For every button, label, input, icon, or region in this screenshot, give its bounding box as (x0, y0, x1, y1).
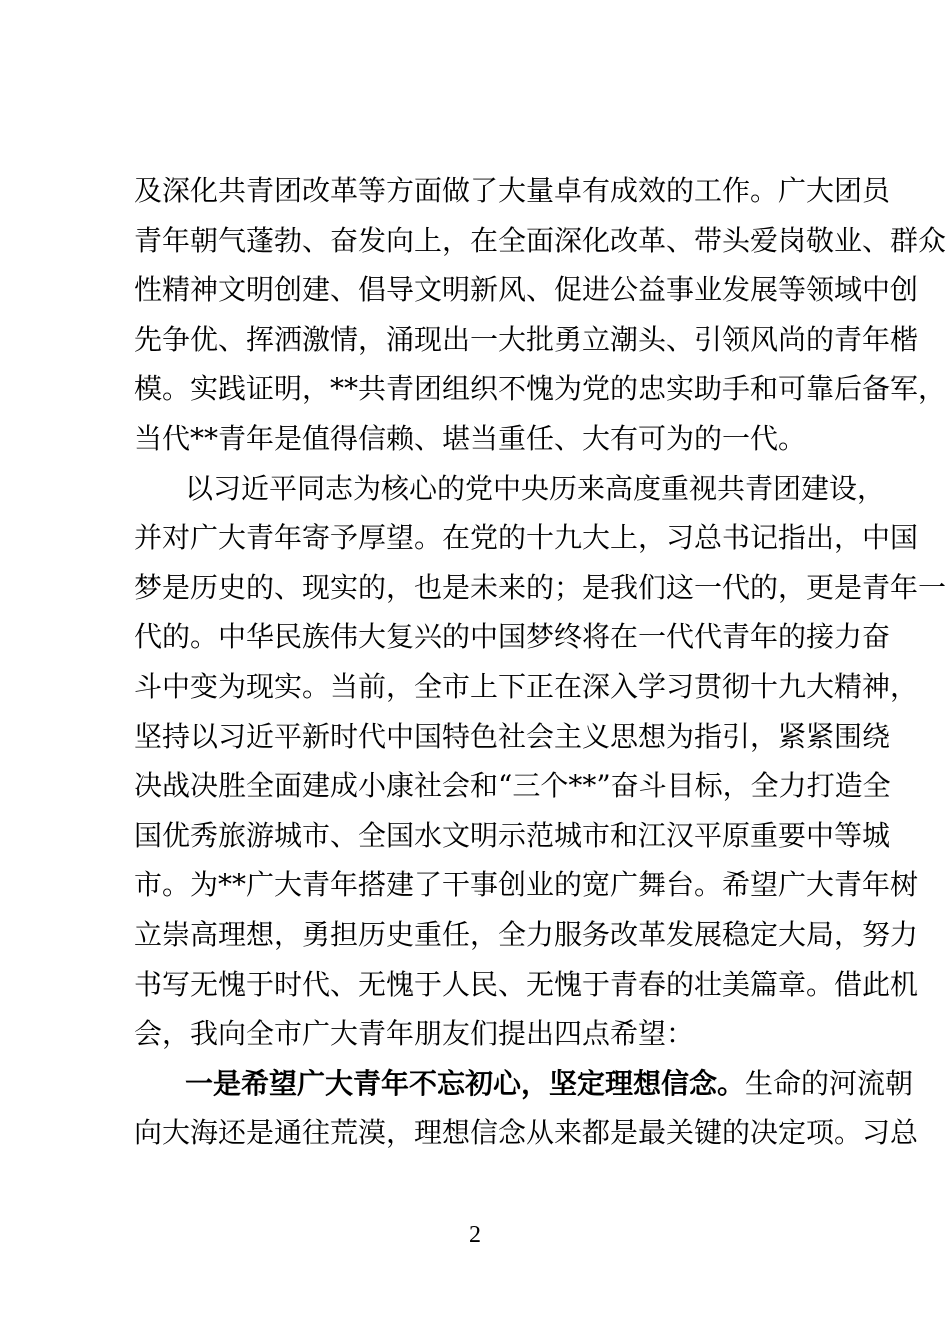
bold-heading: 一是希望广大青年不忘初心，坚定理想信念。 (185, 1066, 746, 1100)
body-text (134, 166, 947, 1158)
paragraph-first-line (134, 1059, 914, 1109)
text-line: 代的。中华民族伟大复兴的中国梦终将在一代代青年的接力奋 (134, 620, 891, 654)
text-line: 市。为**广大青年搭建了干事创业的宽广舞台。希望广大青年树 (134, 868, 919, 902)
page-number: 2 (469, 1222, 481, 1248)
text-line: 性精神文明创建、倡导文明新风、促进公益事业发展等领域中创 (134, 273, 919, 307)
text-line: 当代**青年是值得信赖、堪当重任、大有可为的一代。 (134, 421, 807, 455)
text-line: 青年朝气蓬勃、奋发向上，在全面深化改革、带头爱岗敬业、群众 (134, 223, 947, 257)
text-line: 决战决胜全面建成小康社会和“三个**”奋斗目标，全力打造全 (134, 769, 891, 803)
text-line: 会，我向全市广大青年朋友们提出四点希望： (134, 1017, 695, 1051)
text-line: 及深化共青团改革等方面做了大量卓有成效的工作。广大团员 (134, 174, 891, 207)
text-line: 国优秀旅游城市、全国水文明示范城市和江汉平原重要中等城 (134, 818, 891, 852)
text-line: 向大海还是通往荒漠，理想信念从来都是最关键的决定项。习总 (134, 1116, 919, 1150)
text-line: 并对广大青年寄予厚望。在党的十九大上，习总书记指出，中国 (134, 521, 919, 555)
text-line: 书写无愧于时代、无愧于人民、无愧于青春的壮美篇章。借此机 (134, 967, 919, 1001)
paragraph-first-line: 以习近平同志为核心的党中央历来高度重视共青团建设， (185, 471, 886, 505)
text-line: 斗中变为现实。当前，全市上下正在深入学习贯彻十九大精神， (134, 669, 919, 703)
text-line: 坚持以习近平新时代中国特色社会主义思想为指引，紧紧围绕 (134, 719, 891, 753)
text-line: 立崇高理想，勇担历史重任，全力服务改革发展稳定大局，努力 (134, 917, 919, 951)
heading-tail: 生命的河流朝 (745, 1066, 914, 1100)
text-line: 模。实践证明，**共青团组织不愧为党的忠实助手和可靠后备军， (134, 372, 947, 406)
text-line: 梦是历史的、现实的，也是未来的；是我们这一代的，更是青年一 (134, 570, 947, 604)
text-line: 先争优、挥洒激情，涌现出一大批勇立潮头、引领风尚的青年楷 (134, 322, 919, 356)
